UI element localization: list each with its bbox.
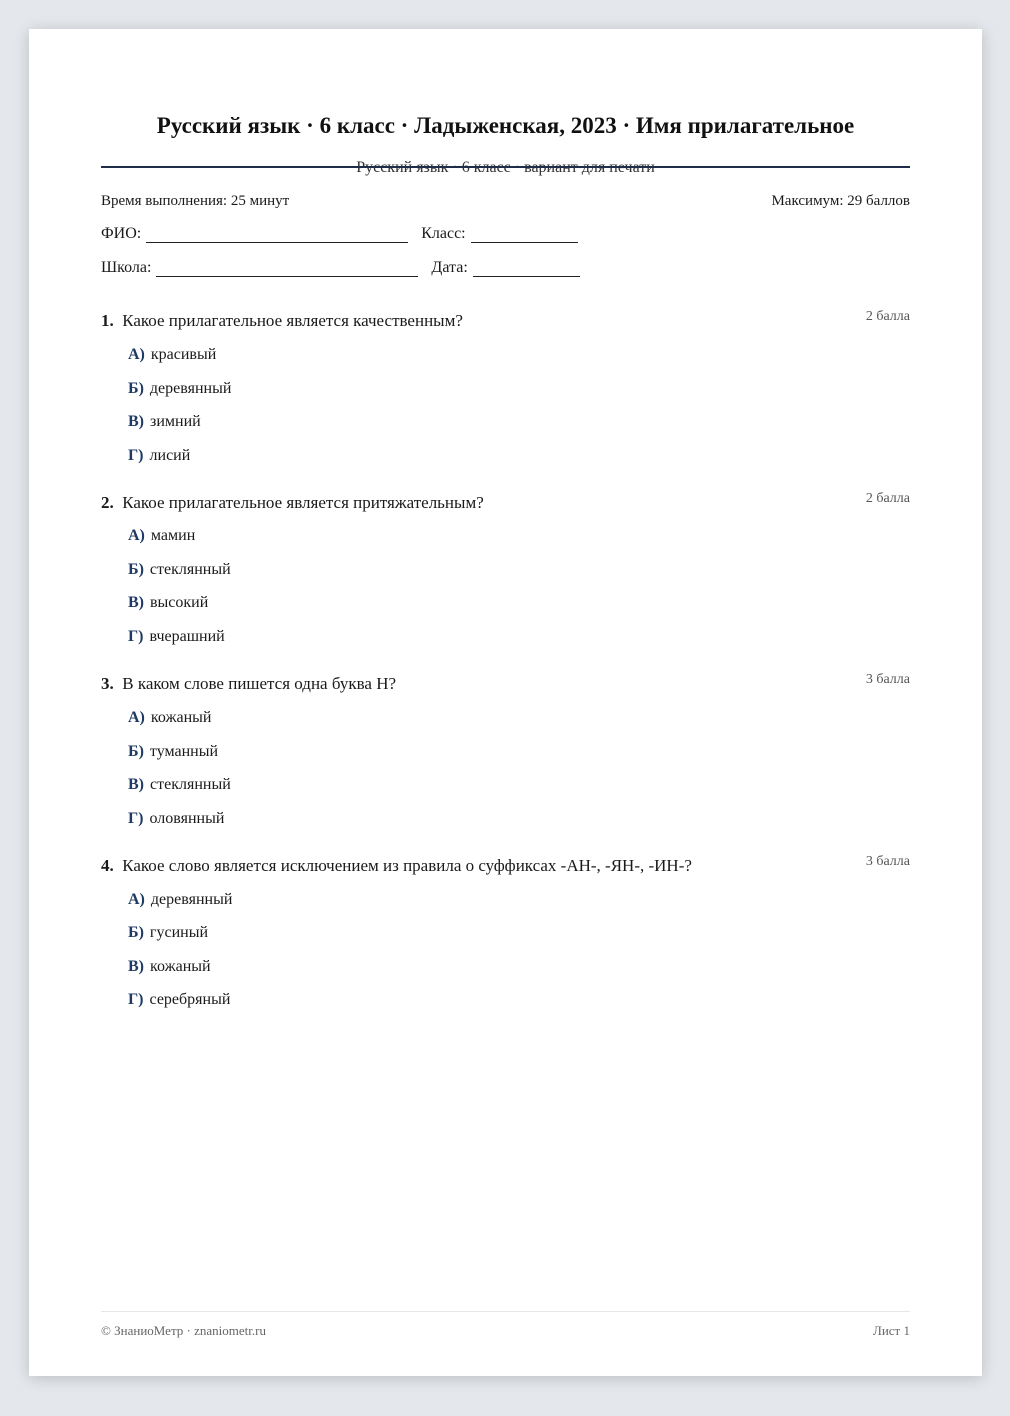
class-field[interactable] [471, 228, 578, 243]
option-letter: Г) [128, 810, 144, 827]
header-divider [101, 166, 910, 168]
max-score-label: Максимум: 29 баллов [771, 193, 910, 209]
answer-option-v[interactable] [128, 958, 211, 976]
question-1 [101, 309, 910, 464]
option-text: зимний [150, 413, 201, 430]
fio-field[interactable] [146, 228, 408, 243]
option-text: высокий [150, 594, 209, 611]
option-letter: А) [128, 891, 145, 908]
meta-row [101, 193, 910, 210]
option-letter: В) [128, 413, 144, 430]
option-text: кожаный [150, 958, 211, 975]
question-number: 2. [101, 493, 114, 512]
school-row [101, 259, 580, 277]
option-letter: Г) [128, 991, 144, 1008]
page-title: Русский язык · 6 класс · Ладыженская, 2023 · Имя прилагательное [156, 113, 855, 138]
answer-option-b[interactable] [128, 380, 231, 398]
question-text: Какое прилагательное является качественным? [122, 311, 463, 330]
footer-copyright: © ЗнаниоМетр · znaniometr.ru [101, 1323, 266, 1338]
answer-option-a[interactable] [128, 891, 232, 909]
answer-option-a[interactable] [128, 346, 216, 364]
option-text: деревянный [149, 380, 232, 397]
question-points: 3 балла [865, 854, 910, 869]
answer-option-b[interactable] [128, 561, 231, 579]
option-text: туманный [149, 743, 219, 760]
date-label: Дата: [431, 259, 468, 276]
option-text: кожаный [150, 709, 212, 726]
option-letter: Г) [128, 447, 144, 464]
answer-option-g[interactable] [128, 991, 230, 1009]
question-points: 2 балла [865, 309, 910, 324]
option-text: оловянный [149, 810, 225, 827]
question-text: Какое слово является исключением из правила о суффиксах -АН-, -ЯН-, -ИН-? [122, 856, 692, 875]
option-letter: А) [128, 346, 145, 363]
question-header [101, 493, 910, 515]
option-text: вчерашний [149, 628, 225, 645]
option-text: красивый [150, 346, 217, 363]
answer-option-g[interactable] [128, 810, 224, 828]
page-subtitle [101, 159, 910, 177]
answer-option-v[interactable] [128, 413, 201, 431]
school-field[interactable] [156, 262, 418, 277]
option-letter: Б) [128, 924, 144, 941]
page-footer [101, 1323, 910, 1339]
time-label: Время выполнения: 25 минут [101, 193, 290, 209]
option-text: деревянный [150, 891, 233, 908]
question-header [101, 311, 910, 333]
option-letter: В) [128, 594, 144, 611]
date-field[interactable] [473, 262, 580, 277]
question-text: В каком слове пишется одна буква Н? [122, 674, 397, 693]
answer-option-v[interactable] [128, 594, 208, 612]
page-content [101, 29, 910, 1376]
answer-option-b[interactable] [128, 924, 208, 942]
answer-option-a[interactable] [128, 709, 211, 727]
question-header [101, 856, 910, 878]
question-3 [101, 672, 910, 827]
question-text: Какое прилагательное является притяжательным? [122, 493, 484, 512]
option-text: стеклянный [150, 776, 231, 793]
answer-option-g[interactable] [128, 628, 225, 646]
answer-option-a[interactable] [128, 527, 195, 545]
option-letter: В) [128, 776, 144, 793]
option-letter: В) [128, 958, 144, 975]
answer-option-g[interactable] [128, 447, 190, 465]
option-text: лисий [149, 447, 191, 464]
fio-label: ФИО: [101, 225, 142, 242]
option-letter: Б) [128, 561, 144, 578]
option-text: мамин [150, 527, 196, 544]
question-4 [101, 854, 910, 1008]
answer-option-v[interactable] [128, 776, 231, 794]
option-text: серебряный [149, 991, 231, 1008]
class-label: Класс: [421, 225, 466, 242]
option-letter: Б) [128, 380, 144, 397]
question-number: 4. [101, 856, 114, 875]
option-letter: А) [128, 527, 145, 544]
option-letter: Г) [128, 628, 144, 645]
option-text: стеклянный [149, 561, 231, 578]
worksheet-page [29, 29, 982, 1376]
option-letter: Б) [128, 743, 144, 760]
question-number: 3. [101, 674, 114, 693]
option-letter: А) [128, 709, 145, 726]
answer-option-b[interactable] [128, 743, 218, 761]
footer-sheet-number: Лист 1 [873, 1323, 910, 1338]
question-2 [101, 491, 910, 645]
footer-divider [101, 1311, 910, 1312]
question-points: 2 балла [865, 491, 910, 506]
school-label: Школа: [101, 259, 152, 276]
question-number: 1. [101, 311, 114, 330]
question-points: 3 балла [865, 672, 910, 687]
option-text: гусиный [149, 924, 209, 941]
question-header [101, 674, 910, 696]
fio-row [101, 225, 578, 243]
